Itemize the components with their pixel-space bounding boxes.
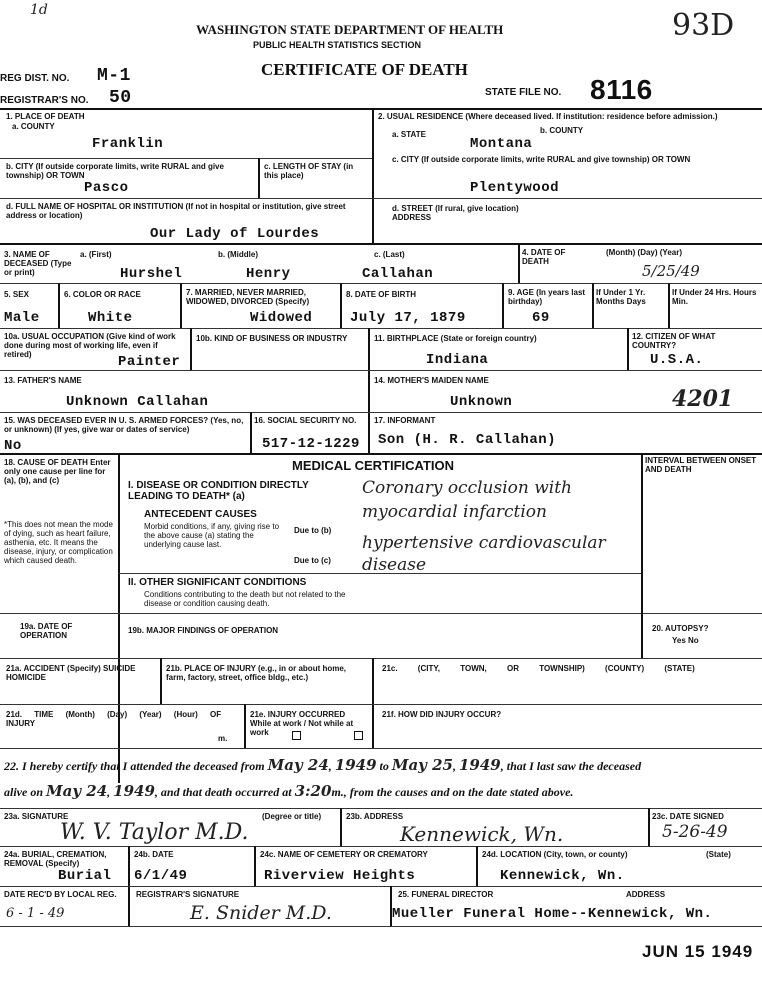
attest-to-word: to [379, 759, 389, 773]
location-label: 24d. LOCATION (City, town, or county) [482, 850, 628, 859]
birthplace-value: Indiana [426, 352, 489, 368]
ss-label: 16. SOCIAL SECURITY NO. [254, 416, 357, 425]
department-title: WASHINGTON STATE DEPARTMENT OF HEALTH [196, 22, 504, 37]
rule-24d [476, 846, 478, 886]
burial-label: 24a. BURIAL, CREMATION, REMOVAL (Specify) [4, 850, 107, 868]
race-label: 6. COLOR OR RACE [64, 290, 141, 299]
rule-p [0, 886, 762, 887]
marital-value: Widowed [250, 310, 313, 326]
cause-a-value: Coronary occlusion with myocardial infarction [362, 478, 573, 522]
res-street-label: d. STREET (If rural, give location) ADDRESS [392, 204, 519, 222]
injury-21e-label: 21e. INJURY OCCURRED While at work / Not while at work [250, 710, 354, 737]
residence-label: 2. USUAL RESIDENCE (Where deceased lived. If institution: residence before admission.) [378, 112, 718, 121]
registrar-value: 50 [109, 88, 132, 108]
name-label: 3. NAME OF DECEASED (Type or print) [4, 250, 72, 277]
cemetery-label: 24c. NAME OF CEMETERY OR CREMATORY [260, 850, 428, 859]
mother-label: 14. MOTHER'S MAIDEN NAME [374, 376, 489, 385]
corner-number: 93D [672, 8, 735, 43]
medical-title: MEDICAL CERTIFICATION [292, 458, 455, 473]
attest-line-1: 22. I hereby certify that I attended the deceased from May 24, 1949 to May 25, 1949, that I last saw the deceased [4, 756, 642, 774]
rule-21c [372, 658, 374, 748]
due-b-label: Due to (b) [294, 526, 332, 535]
age-value: 69 [532, 310, 550, 326]
birth-label: 8. DATE OF BIRTH [346, 290, 417, 299]
rule-b [0, 198, 372, 199]
registrar-label: REGISTRAR'S NO. [0, 95, 89, 106]
rule-f [0, 370, 762, 371]
rule-autopsy [641, 613, 643, 658]
cause-side-note: *This does not mean the mode of dying, such as heart failure, asthenia, etc. It means the disease, injury, or complication which caused death. [4, 520, 113, 565]
occupation-value: Painter [118, 354, 181, 370]
cause-side-label: 18. CAUSE OF DEATH Enter only one cause per line for (a), (b), and (c) [4, 458, 111, 485]
rule-sex [58, 283, 60, 328]
location-state-label: (State) [706, 850, 731, 859]
middle-value: Henry [246, 266, 291, 282]
rule-date [518, 243, 520, 283]
middle-label: b. (Middle) [218, 250, 258, 259]
hospital-label: d. FULL NAME OF HOSPITAL OR INSTITUTION (If not in hospital or institution, give street address or location) [6, 202, 346, 220]
rule-citizen [627, 328, 629, 370]
father-value: Unknown Callahan [66, 394, 209, 410]
occupation-label: 10a. USUAL OCCUPATION (Give kind of work done during most of working life, even if retired) [4, 332, 176, 359]
attest-alive-year: 1949 [113, 782, 155, 800]
certificate-title: CERTIFICATE OF DEATH [261, 60, 468, 79]
state-file-value: 8116 [590, 74, 653, 105]
reg-dist-value: M-1 [97, 66, 131, 86]
place-label: 1. PLACE OF DEATH [6, 112, 85, 121]
marital-label: 7. MARRIED, NEVER MARRIED, WIDOWED, DIVORCED (Specify) [186, 288, 310, 306]
burial-date-label: 24b. DATE [134, 850, 174, 859]
rule-g [0, 412, 762, 413]
injury-21b-label: 21b. PLACE OF INJURY (e.g., in or about home, farm, factory, street, office bldg., etc.) [166, 664, 347, 682]
attest-text-2: , that I last saw the deceased [500, 759, 642, 773]
not-work-checkbox[interactable] [354, 726, 363, 744]
county-label: a. COUNTY [12, 122, 55, 131]
rule-med-left [118, 453, 120, 783]
citizen-value: U.S.A. [650, 352, 704, 368]
rule-h [0, 453, 762, 455]
registrar-sig-label: REGISTRAR'S SIGNATURE [136, 890, 240, 899]
state-file-label: STATE FILE NO. [485, 87, 562, 98]
registrar-signature: E. Snider M.D. [190, 902, 332, 924]
birth-value: July 17, 1879 [350, 310, 466, 326]
injury-21c-label: 21c. (CITY, TOWN, OR TOWNSHIP) (COUNTY) (STATE) [382, 664, 695, 673]
last-value: Callahan [362, 266, 434, 282]
stay-label: c. LENGTH OF STAY (in this place) [264, 162, 354, 180]
section-title: PUBLIC HEALTH STATISTICS SECTION [253, 40, 421, 50]
director-value: Mueller Funeral Home--Kennewick, Wn. [392, 906, 713, 922]
attest-from-year: 1949 [334, 756, 377, 774]
received-date-stamp: JUN 15 1949 [642, 942, 754, 961]
due-c-label: Due to (c) [294, 556, 331, 565]
attest-alive-word: alive on [4, 785, 43, 799]
attest-text-3: , and that death occurred at [154, 785, 292, 799]
res-city-value: Plentywood [470, 180, 560, 196]
cause-i-label: I. DISEASE OR CONDITION DIRECTLY LEADING TO DEATH* (a) [128, 480, 309, 502]
cause-ii-label: II. OTHER SIGNIFICANT CONDITIONS [128, 577, 307, 588]
signed-label: 23c. DATE SIGNED [652, 812, 724, 821]
res-state-label: a. STATE [392, 130, 426, 139]
attest-line-2: alive on May 24, 1949, and that death occurred at 3:20m., from the causes and on the date stated above. [4, 782, 574, 800]
rule-split-2 [368, 328, 370, 453]
city-value: Pasco [84, 180, 129, 196]
rule-split-1 [372, 108, 374, 243]
rule-k [0, 658, 762, 659]
first-label: a. (First) [80, 250, 112, 259]
rule-o [0, 846, 762, 847]
rule-c [0, 243, 762, 245]
attest-alive: May 24 [46, 782, 108, 800]
findings-label: 19b. MAJOR FINDINGS OF OPERATION [128, 626, 279, 635]
rule-e [0, 328, 762, 329]
date-death-label: 4. DATE OF DEATH [522, 248, 566, 266]
rule-b2 [372, 198, 762, 199]
physician-signature: W. V. Taylor M.D. [60, 820, 249, 845]
rule-21e [244, 704, 246, 748]
interval-label: INTERVAL BETWEEN ONSET AND DEATH [645, 456, 757, 474]
injury-21a-label: 21a. ACCIDENT (Specify) SUICIDE HOMICIDE [6, 664, 136, 682]
informant-label: 17. INFORMANT [374, 416, 436, 425]
burial-value: Burial [58, 868, 112, 884]
burial-date-value: 6/1/49 [134, 868, 188, 884]
father-label: 13. FATHER'S NAME [4, 376, 82, 385]
attest-text-1: 22. I hereby certify that I attended the deceased from [4, 759, 265, 773]
under24-label: If Under 24 Hrs. Hours Min. [672, 288, 757, 306]
rule-q [0, 926, 762, 927]
injury-21d-label: 21d. TIME (Month) (Day) (Year) (Hour) OF INJURY [6, 710, 222, 728]
rule-l [0, 704, 762, 705]
work-checkbox[interactable] [292, 726, 301, 744]
attest-text-4: m., from the causes and on the date stated above. [331, 785, 574, 799]
ledger-stamp: 4201 [672, 386, 734, 412]
rule-23b [340, 808, 342, 846]
rule-top [0, 108, 762, 110]
mdy-label: (Month) (Day) (Year) [606, 248, 682, 257]
director-label: 25. FUNERAL DIRECTOR [398, 890, 494, 899]
citizen-label: 12. CITIZEN OF WHAT COUNTRY? [632, 332, 716, 350]
rule-occ [190, 328, 192, 370]
first-value: Hurshel [120, 266, 183, 282]
rule-under1 [668, 283, 670, 328]
director-address-label: ADDRESS [626, 890, 666, 899]
last-label: c. (Last) [374, 250, 405, 259]
rule-d [0, 283, 762, 284]
degree-label: (Degree or title) [262, 812, 322, 821]
hospital-value: Our Lady of Lourdes [150, 226, 320, 242]
rule-race [180, 283, 182, 328]
signed-value: 5-26-49 [662, 822, 728, 842]
signature-label: 23a. SIGNATURE [4, 812, 69, 821]
rule-age [592, 283, 594, 328]
sex-value: Male [4, 310, 40, 326]
armed-label: 15. WAS DECEASED EVER IN U. S. ARMED FORCES? (Yes, no, or unknown) (If yes, give war or dates of service) [4, 416, 244, 434]
filed-value: 6 - 1 - 49 [6, 906, 65, 921]
armed-value: No [4, 438, 22, 454]
res-state-value: Montana [470, 136, 533, 152]
attest-from: May 24 [267, 756, 329, 774]
cause-ii-sub: Conditions contributing to the death but not related to the disease or condition causing death. [144, 590, 346, 608]
rule-j [0, 613, 762, 614]
county-value: Franklin [92, 136, 164, 152]
rule-m [0, 748, 762, 749]
autopsy-yes-no: Yes No [672, 636, 699, 645]
rule-stay [258, 158, 260, 198]
address-value: Kennewick, Wn. [400, 822, 564, 846]
attest-time: 3:20 [294, 782, 332, 800]
corner-note: 1d [30, 2, 48, 18]
city-label: b. CITY (If outside corporate limits, write RURAL and give township) OR TOWN [6, 162, 224, 180]
date-death-value: 5/25/49 [642, 262, 700, 280]
antecedent-label: ANTECEDENT CAUSES [144, 509, 257, 520]
rule-a [0, 158, 372, 159]
ss-value: 517-12-1229 [262, 436, 360, 452]
rule-ss [250, 412, 252, 453]
race-value: White [88, 310, 133, 326]
age-label: 9. AGE (In years last birthday) [508, 288, 586, 306]
rule-23c [648, 808, 650, 846]
cemetery-value: Riverview Heights [264, 868, 416, 884]
res-city-label: c. CITY (If outside corporate limits, write RURAL and give township) OR TOWN [392, 155, 691, 164]
injury-21f-label: 21f. HOW DID INJURY OCCUR? [382, 710, 502, 719]
attest-to: May 25 [391, 756, 453, 774]
under1-label: If Under 1 Yr. Months Days [596, 288, 646, 306]
location-value: Kennewick, Wn. [500, 868, 625, 884]
operation-date-label: 19a. DATE OF OPERATION [20, 622, 73, 640]
address-label: 23b. ADDRESS [346, 812, 404, 821]
informant-value: Son (H. R. Callahan) [378, 432, 557, 448]
industry-label: 10b. KIND OF BUSINESS OR INDUSTRY [196, 334, 348, 343]
cause-b-value: hypertensive cardiovascular disease [362, 533, 606, 575]
reg-dist-label: REG DIST. NO. [0, 73, 70, 84]
rule-marital [340, 283, 342, 328]
morbid-label: Morbid conditions, if any, giving rise to the above cause (a) stating the underlying cause last. [144, 522, 280, 549]
rule-24c [254, 846, 256, 886]
res-county-label: b. COUNTY [540, 126, 584, 135]
injury-m-label: m. [218, 734, 228, 743]
rule-birth [502, 283, 504, 328]
filed-label: DATE REC'D BY LOCAL REG. [4, 890, 117, 899]
autopsy-label: 20. AUTOPSY? [652, 624, 709, 633]
attest-to-year: 1949 [459, 756, 501, 774]
mother-value: Unknown [450, 394, 513, 410]
rule-21b [160, 658, 162, 704]
sex-label: 5. SEX [4, 290, 29, 299]
birthplace-label: 11. BIRTHPLACE (State or foreign country) [374, 334, 537, 343]
